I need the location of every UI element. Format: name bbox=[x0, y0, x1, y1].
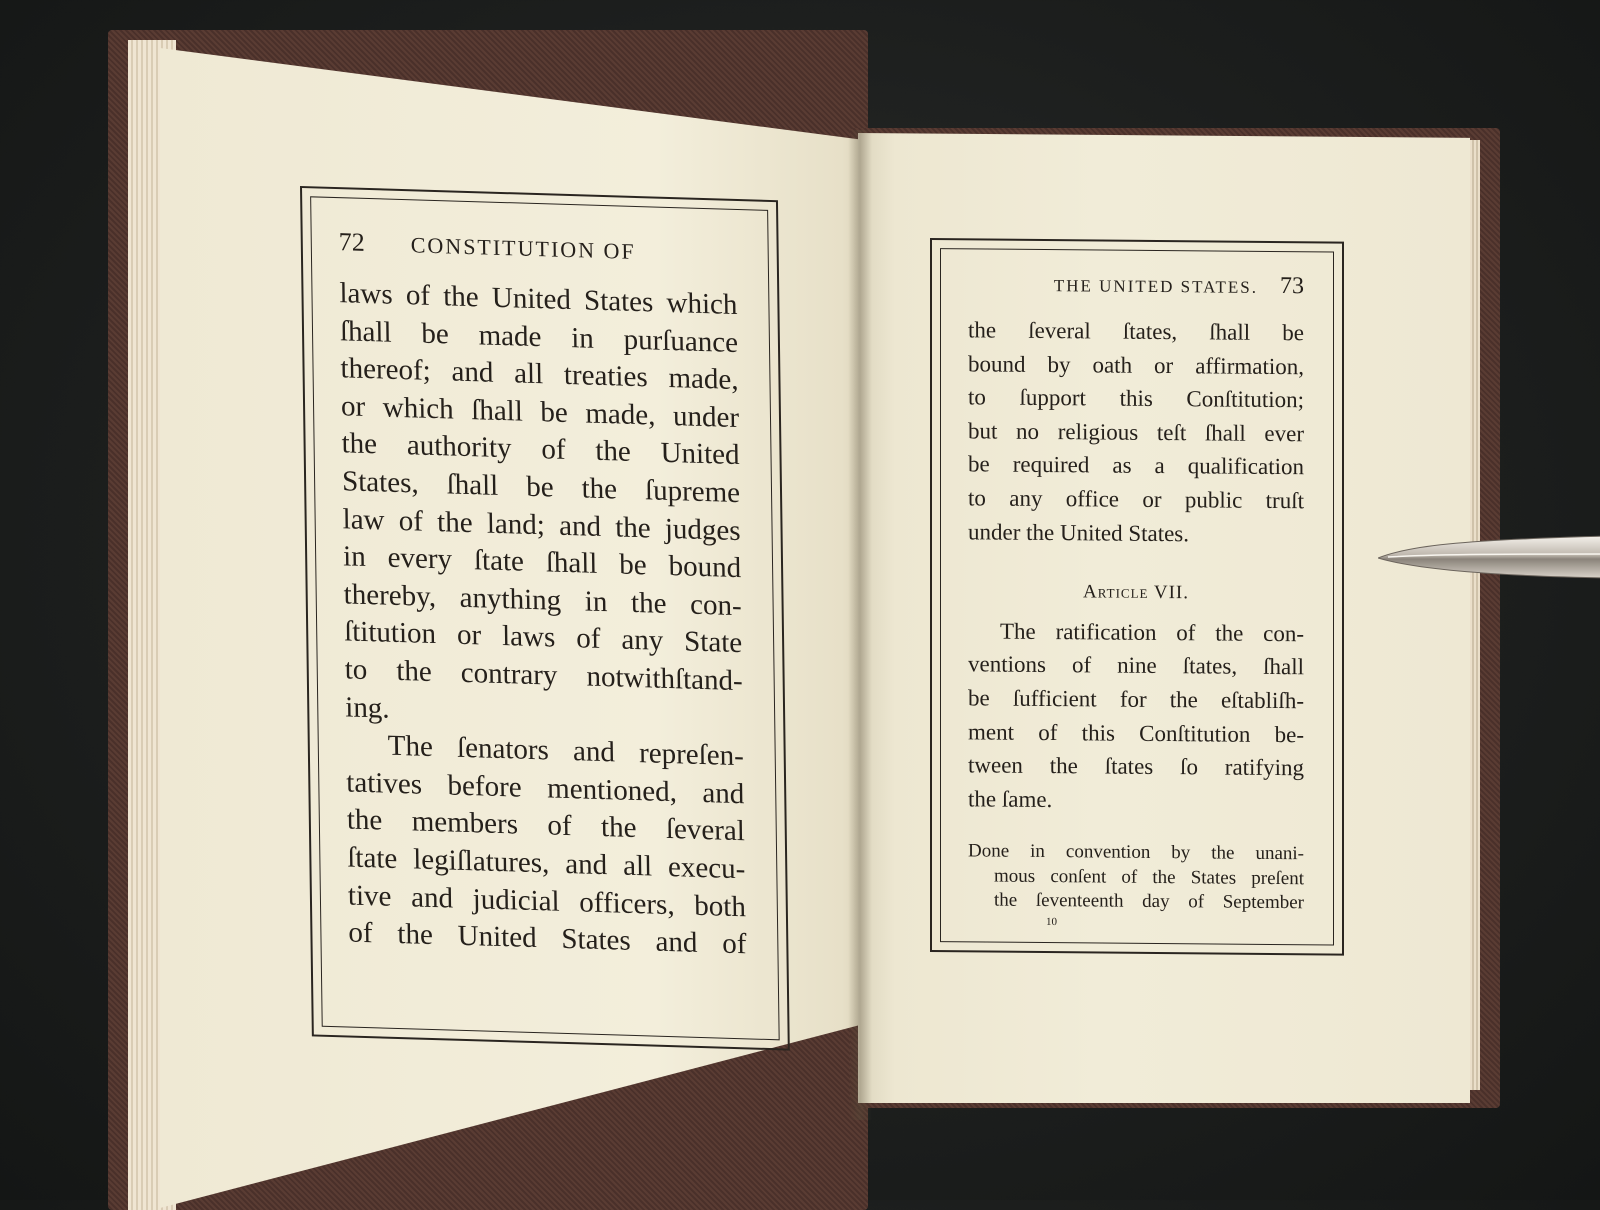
text-line: under the United States. bbox=[968, 518, 1190, 546]
left-body-text bbox=[339, 275, 746, 964]
text-line: be required as a qualification bbox=[968, 451, 1304, 480]
signature-mark: 10 bbox=[1046, 915, 1057, 928]
text-line: ſhall be made in purſuance bbox=[339, 314, 739, 359]
text-line: ment of this Conſtitution be- bbox=[968, 718, 1304, 747]
text-line: to any office or public truſt bbox=[968, 485, 1304, 514]
text-line: be ſufficient for the eſtabliſh- bbox=[968, 685, 1304, 714]
page-number-left: 72 bbox=[338, 227, 365, 257]
text-line: tatives before mentioned, and bbox=[346, 766, 745, 810]
running-head-right: THE UNITED STATES. bbox=[1053, 276, 1258, 297]
text-line: tive and judicial officers, both bbox=[347, 878, 747, 923]
text-line: the authority of the United bbox=[341, 427, 740, 472]
right-text-frame bbox=[930, 238, 1344, 956]
text-line: The ratification of the con- bbox=[1000, 618, 1304, 647]
text-line: ventions of nine ſtates, ſhall bbox=[968, 651, 1304, 680]
left-text-frame bbox=[300, 186, 790, 1051]
text-line: of the United States and of bbox=[348, 916, 747, 961]
text-line: thereof; and all treaties made, bbox=[340, 352, 739, 397]
book-gutter bbox=[848, 130, 872, 1120]
text-line: to ſupport this Conſtitution; bbox=[968, 384, 1304, 413]
text-line: tween the ſtates ſo ratifying bbox=[968, 752, 1304, 781]
text-line: laws of the United States which bbox=[339, 277, 738, 322]
left-text-block bbox=[339, 227, 747, 964]
text-line: to the contrary notwithſtand- bbox=[344, 653, 743, 698]
text-line: but no religious teſt ſhall ever bbox=[968, 418, 1304, 447]
text-line: ing. bbox=[345, 690, 390, 725]
knife-blade bbox=[1378, 532, 1600, 580]
text-line: Done in convention by the unani- bbox=[968, 840, 1304, 865]
article-heading: Article VII. bbox=[1083, 581, 1189, 604]
text-line: law of the land; and the judges bbox=[342, 502, 741, 547]
right-body-text bbox=[968, 313, 1304, 818]
text-line: in every ſtate ſhall be bound bbox=[342, 540, 742, 585]
right-text-block bbox=[968, 270, 1304, 930]
text-line: bound by oath or affirmation, bbox=[968, 350, 1304, 379]
text-line: the members of the ſeveral bbox=[346, 803, 746, 848]
right-running-head bbox=[968, 270, 1304, 300]
running-head-left: CONSTITUTION OF bbox=[410, 232, 636, 264]
page-number-right: 73 bbox=[1280, 273, 1304, 300]
text-line: the ſeveral ſtates, ſhall be bbox=[968, 317, 1304, 346]
done-in-convention bbox=[968, 840, 1304, 916]
text-line: ſtate legiſlatures, and all execu- bbox=[347, 841, 746, 886]
text-line: thereby, anything in the con- bbox=[343, 578, 742, 622]
text-line: The ſenators and repreſen- bbox=[387, 729, 744, 773]
text-line: the ſame. bbox=[968, 786, 1053, 812]
text-line: or which ſhall be made, under bbox=[340, 390, 740, 434]
text-line: States, ſhall be the ſupreme bbox=[341, 465, 741, 510]
text-line: mous conſent of the States preſent bbox=[994, 865, 1304, 890]
text-line: the ſeventeenth day of September bbox=[994, 889, 1304, 914]
text-line: ſtitution or laws of any State bbox=[343, 615, 743, 660]
